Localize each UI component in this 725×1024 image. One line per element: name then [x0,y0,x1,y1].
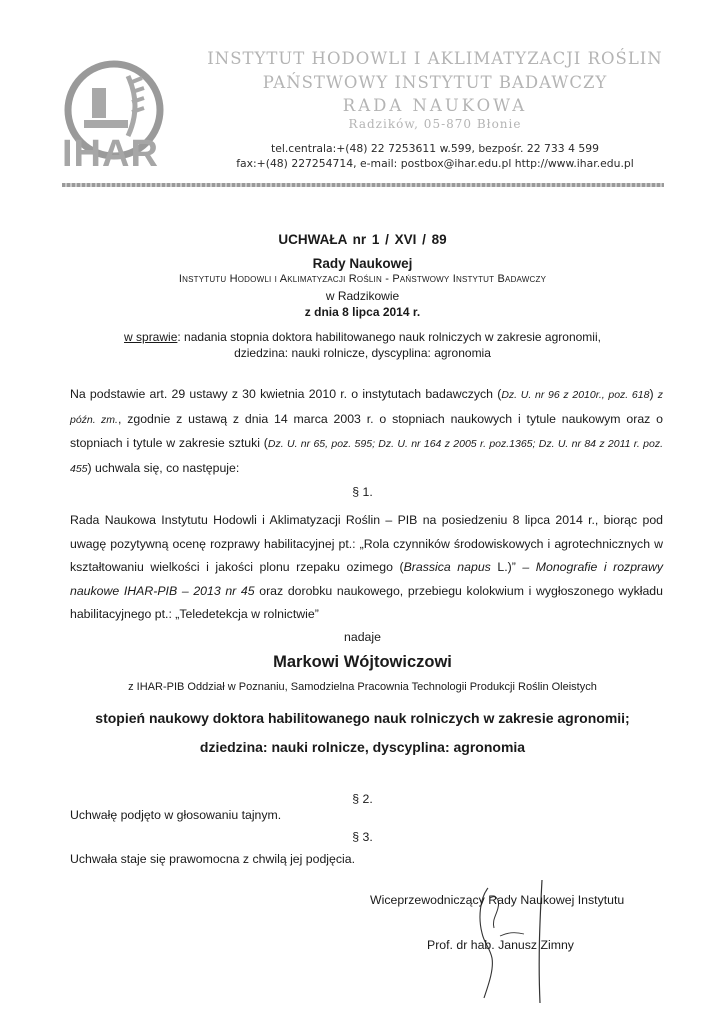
letterhead-institute: INSTYTUT HODOWLI I AKLIMATYZACJI ROŚLIN [207,49,663,68]
preamble-text-2: ) [649,387,658,401]
subject-line-2: dziedzina: nauki rolnicze, dyscyplina: agronomia [234,346,491,360]
grants-word: nadaje [344,630,381,644]
signatory-name: Prof. dr hab. Janusz Zimny [427,938,574,952]
section-1-heading: § 1. [352,485,373,499]
council-name: Rady Naukowej [312,256,413,271]
preamble-paragraph [70,383,663,481]
preamble-reference-2: Dz. U. nr 65, poz. 595; Dz. U. nr 164 z 2005 r. poz.1365; Dz. U. nr 84 z 2011 r. poz. 455 [70,438,663,475]
preamble-text-3: , zgodnie z ustawą z dnia 14 marca 2003 r. o stopniach naukowych i tytule naukowym oraz o stopniach i tytule w zakresie sztuki ( [70,411,663,450]
subject-line-1 [60,330,665,344]
section-2-text: Uchwałę podjęto w głosowaniu tajnym. [70,808,282,822]
resolution-title: UCHWAŁA nr 1 / XVI / 89 [278,232,447,247]
section-3-heading: § 3. [352,830,373,844]
handwritten-signature [440,858,560,1008]
place: w Radzikowie [325,289,400,303]
institute-name: Instytutu Hodowli i Aklimatyzacji Roślin - Państwowy Instytut Badawczy [178,273,547,285]
preamble-text-1: Na podstawie art. 29 ustawy z 30 kwietnia 2010 r. o instytutach badawczych ( [70,387,502,401]
section-3-text: Uchwała staje się prawomocna z chwilą jej podjęcia. [70,852,356,866]
publication-series: – Monografie i rozprawy naukowe IHAR-PIB – 2013 nr 45 [70,560,664,598]
letterhead-phone: tel.centrala:+(48) 22 7253611 w.599, bezpośr. 22 733 4 599 [270,142,600,155]
preamble-text-4: ) uchwala się, co następuje: [87,460,240,475]
recipient-affiliation: z IHAR-PIB Oddział w Poznaniu, Samodzielna Pracownia Technologii Produkcji Roślin Oleistych [128,681,597,693]
preamble-reference-1: Dz. U. nr 96 z 2010r., poz. 618 [501,389,650,401]
preamble-amendments: z późn. zm. [70,389,663,426]
species-name: Brassica napus [403,560,491,574]
section-1-text-3: oraz dorobku naukowego, przebiegu kolokwium i wygłoszonego wykładu habilitacyjnego pt.: „Teledetekcja w rolnictwie” [70,583,663,621]
ihar-logo [62,58,188,170]
resolution-date: z dnia 8 lipca 2014 r. [304,305,421,319]
section-1-text-2: L.)” [490,560,523,574]
degree-line-1: stopień naukowy doktora habilitowanego nauk rolniczych w zakresie agronomii; [95,710,630,726]
degree-line-2: dziedzina: nauki rolnicze, dyscyplina: agronomia [199,739,526,755]
section-1-paragraph [70,509,663,627]
letterhead-status: PAŃSTWOWY INSTYTUT BADAWCZY [262,73,608,92]
degree-awarded [60,704,665,762]
subject-text: : nadania stopnia doktora habilitowanego nauk rolniczych w zakresie agronomii, [177,330,601,344]
signatory-role: Wiceprzewodniczący Rady Naukowej Instytutu [370,893,625,907]
recipient-name: Markowi Wójtowiczowi [273,653,452,671]
section-1-text-1: Rada Naukowa Instytutu Hodowli i Aklimatyzacji Roślin – PIB na posiedzeniu 8 lipca 2014 r., biorąc pod uwagę pozytywną ocenę rozprawy habilitacyjnej pt.: „Rola czynników środowiskowych i agrotechnicznych w kształtowaniu wielkości i jakości plonu rzepaku ozimego ( [70,513,663,574]
subject-label: w sprawie [124,330,178,344]
logo-text: IHAR [62,133,159,170]
section-2-heading: § 2. [352,792,373,806]
letterhead-divider [62,183,664,187]
letterhead-fax-email: fax:+(48) 227254714, e-mail: postbox@ihar.edu.pl http://www.ihar.edu.pl [236,157,634,170]
letterhead-council: RADA NAUKOWA [342,96,528,115]
letterhead-address: Radzików, 05-870 Błonie [348,117,522,131]
